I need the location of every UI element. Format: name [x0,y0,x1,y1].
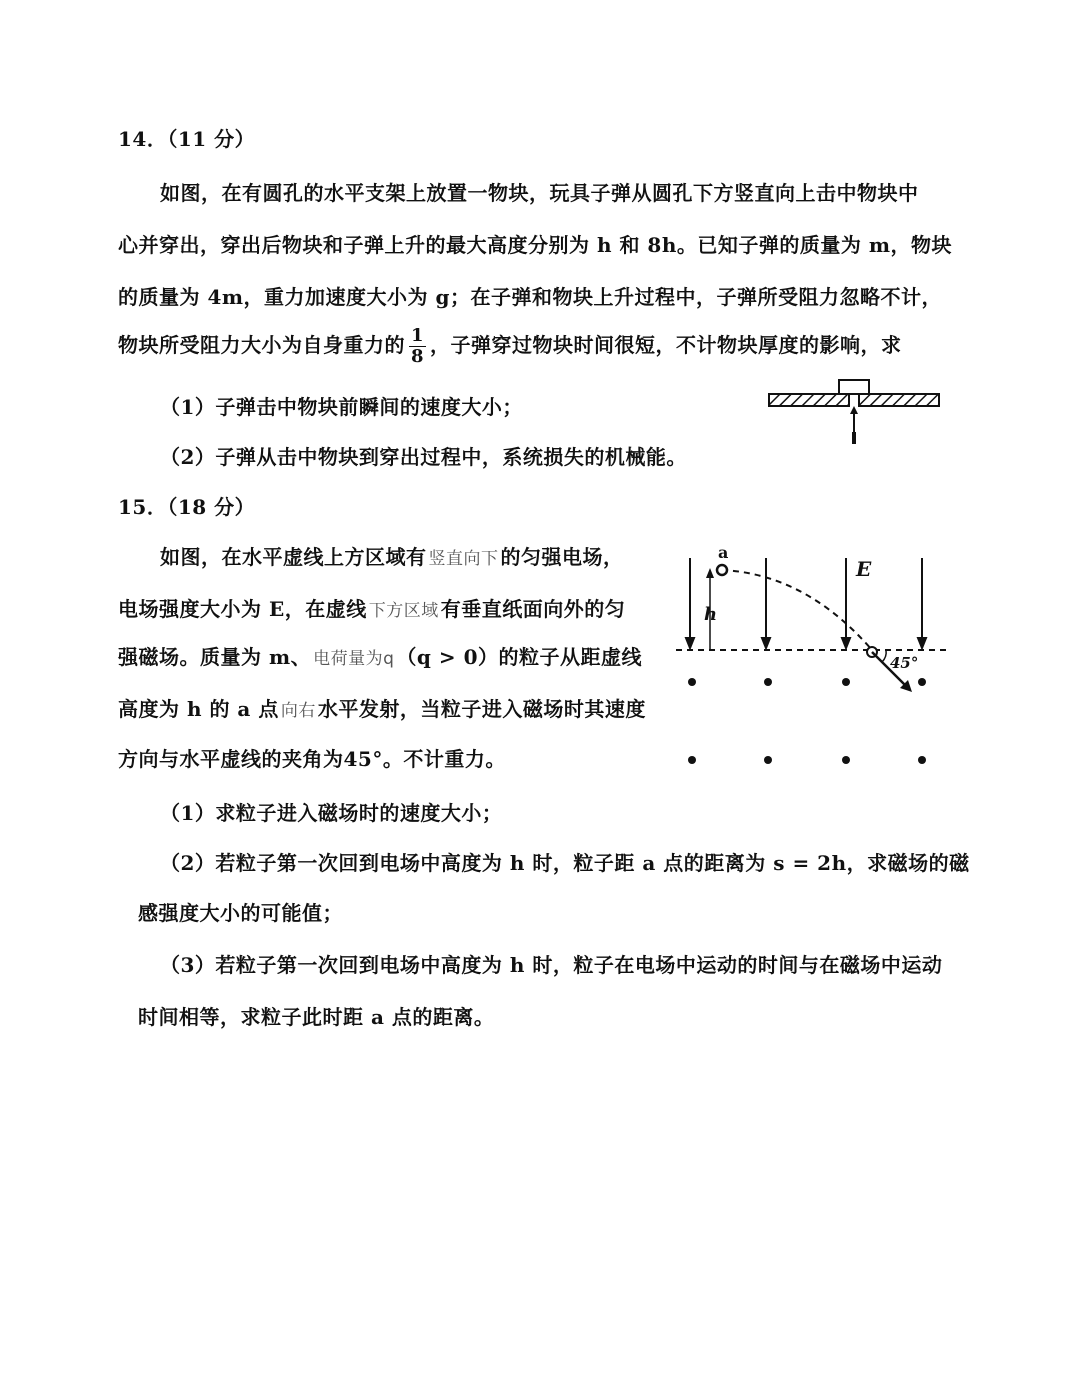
arrow-head-icon [850,406,858,414]
q14-line-4-pre: 物块所受阻力大小为自身重力的 [118,333,405,357]
q15-line-1-a: 如图，在水平虚线上方区域有 [160,545,427,569]
magnetic-dot [918,678,926,686]
field-arrow-3-icon [842,638,850,648]
magnetic-dot [688,756,696,764]
q15-line-3-a: 强磁场。质量为 m、 [118,645,312,669]
field-arrow-2-icon [762,638,770,648]
field-arrow-1-icon [686,638,694,648]
q14-line-4-post: ，子弹穿过物块时间很短，不计物块厚度的影响，求 [430,333,902,357]
q14-figure-support-block [765,374,945,454]
q15-sub-3-line-1: （3）若粒子第一次回到电场中高度为 h 时，粒子在电场中运动的时间与在磁场中运动 [160,953,943,977]
q15-line-2 [118,596,625,624]
q15-line-2-overlay: 下方区域 [368,601,439,621]
q15-line-1-overlay: 竖直向下 [428,549,499,569]
q15-sub-2-line-1: （2）若粒子第一次回到电场中高度为 h 时，粒子距 a 点的距离为 s = 2h，求磁场的磁 [160,851,970,875]
label-h: h [704,604,718,625]
magnetic-dot [842,756,850,764]
fraction-one-eighth [409,326,426,367]
q15-line-4-a: 高度为 h 的 a 点 [118,697,279,721]
q15-figure-field-diagram [676,544,956,774]
height-arrow-icon [706,568,714,578]
support-left [769,394,849,406]
magnetic-dot [688,678,696,686]
magnetic-dot [764,756,772,764]
fraction-numerator: 1 [411,325,425,346]
fraction-denominator: 8 [411,346,425,367]
q15-line-3-overlay: 电荷量为q [313,649,395,669]
q14-line-3: 的质量为 4m，重力加速度大小为 g；在子弹和物块上升过程中，子弹所受阻力忽略不计， [118,285,942,309]
q15-line-3-b: （q > 0）的粒子从距虚线 [396,645,643,669]
block-shape [839,380,869,394]
magnetic-dot [918,756,926,764]
label-a: a [718,543,729,562]
q14-line-4 [118,326,902,367]
magnetic-dot [842,678,850,686]
q15-line-4 [118,696,646,724]
q15-sub-2-line-2: 感强度大小的可能值； [138,901,343,925]
q15-line-1 [160,544,624,572]
q14-line-2: 心并穿出，穿出后物块和子弹上升的最大高度分别为 h 和 8h。已知子弹的质量为 m，物块 [118,233,953,257]
support-right [859,394,939,406]
label-angle: 45° [890,654,919,672]
q14-line-1: 如图，在有圆孔的水平支架上放置一物块，玩具子弹从圆孔下方竖直向上击中物块中 [160,181,919,205]
q15-line-5: 方向与水平虚线的夹角为45°。不计重力。 [118,747,506,771]
q15-line-2-a: 电场强度大小为 E，在虚线 [118,597,367,621]
field-arrow-4-icon [918,638,926,648]
q15-line-4-overlay: 向右 [280,701,316,721]
q14-sub-2: （2）子弹从击中物块到穿出过程中，系统损失的机械能。 [160,445,687,469]
q15-sub-3-line-2: 时间相等，求粒子此时距 a 点的距离。 [138,1005,495,1029]
q14-header: 14．（11 分） [118,127,256,151]
q15-line-2-b: 有垂直纸面向外的匀 [440,597,626,621]
particle-start-icon [717,565,727,575]
label-E: E [856,557,872,581]
q15-sub-1: （1）求粒子进入磁场时的速度大小； [160,801,503,825]
q15-line-1-b: 的匀强电场， [500,545,624,569]
bullet-shape [852,432,856,444]
q14-sub-1: （1）子弹击中物块前瞬间的速度大小； [160,395,523,419]
angle-arc [882,650,886,662]
q15-header: 15．（18 分） [118,495,256,519]
magnetic-dot [764,678,772,686]
q15-line-3 [118,644,642,672]
q15-line-4-b: 水平发射，当粒子进入磁场时其速度 [317,697,646,721]
